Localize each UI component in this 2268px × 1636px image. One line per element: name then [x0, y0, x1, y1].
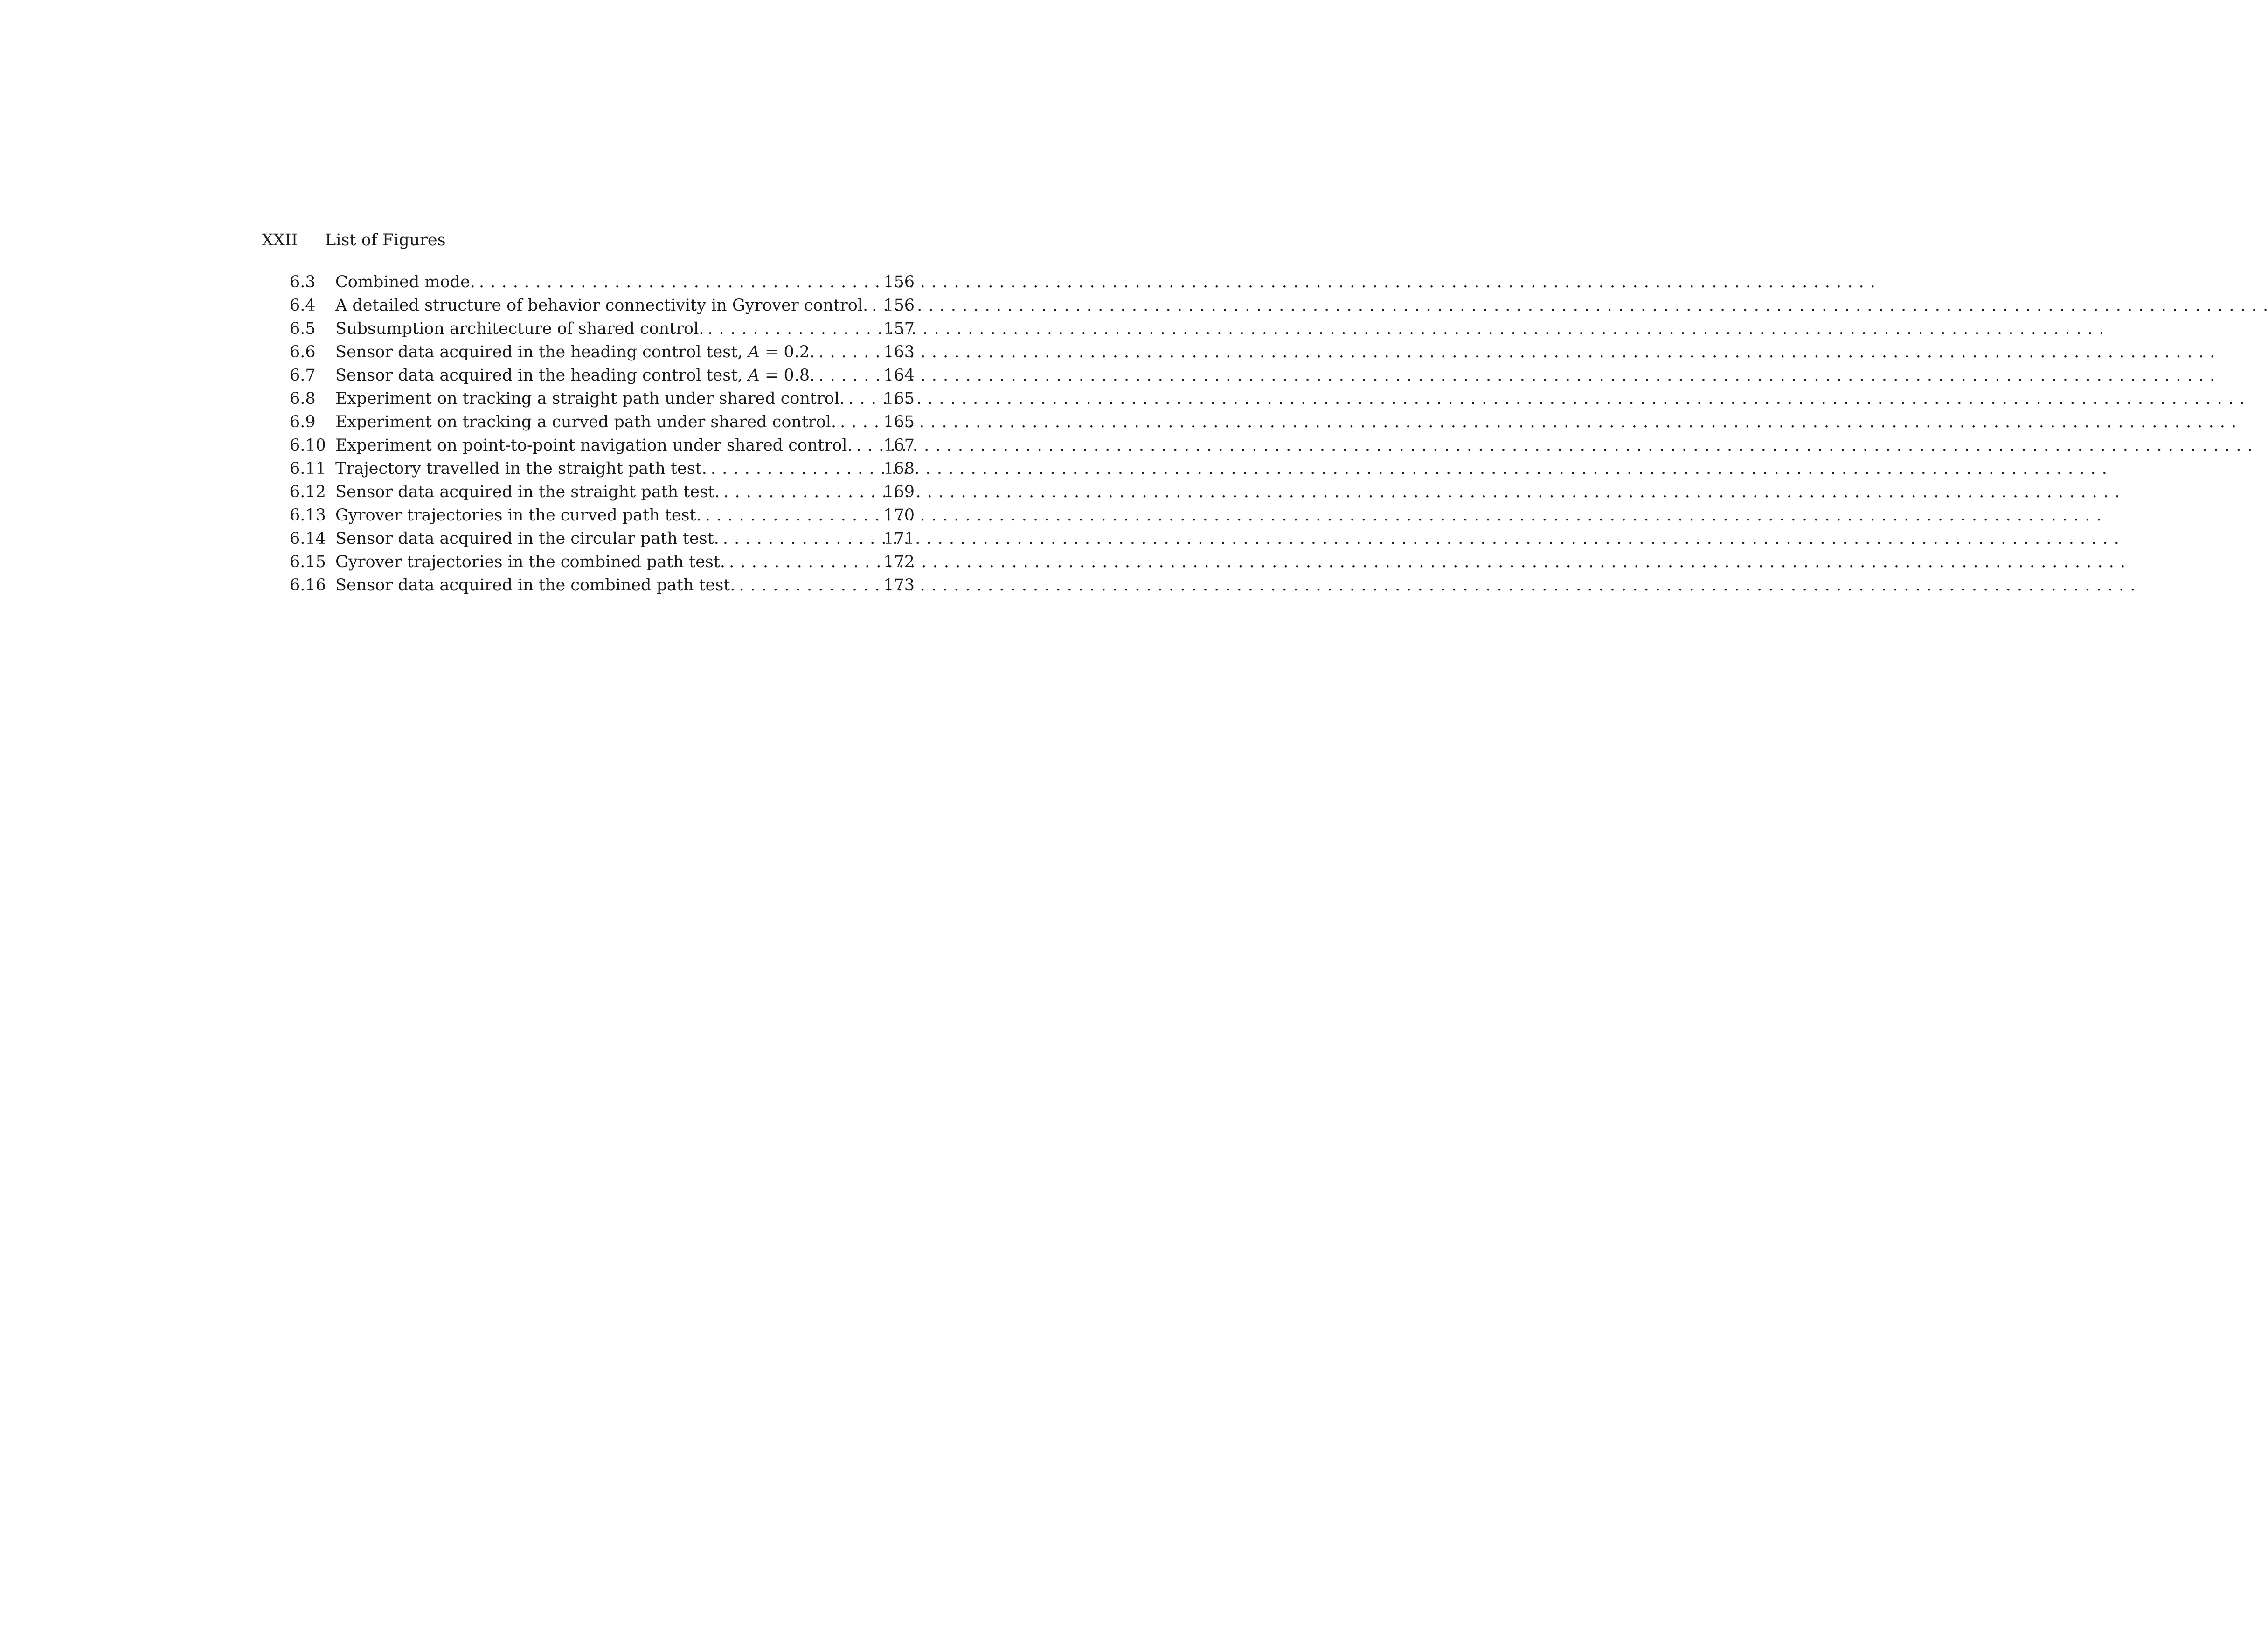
- dot-leader: [707, 457, 881, 480]
- dot-leader: [868, 294, 881, 317]
- page-number: 169: [883, 483, 915, 501]
- page-folio: XXII: [262, 231, 298, 250]
- math-variable: A: [748, 366, 760, 385]
- dot-leader: [815, 340, 881, 364]
- figure-number: 6.9: [290, 413, 316, 431]
- figure-entry[interactable]: [290, 294, 915, 317]
- figure-title: Subsumption architecture of shared control.: [335, 319, 704, 338]
- figure-entry[interactable]: [290, 387, 915, 410]
- figure-number: 6.5: [290, 319, 316, 338]
- list-of-figures: [290, 270, 915, 597]
- figure-number: 6.16: [290, 576, 326, 595]
- figure-entry[interactable]: [290, 480, 915, 504]
- figure-number: 6.3: [290, 273, 316, 291]
- figure-number: 6.11: [290, 459, 326, 478]
- figure-title: Gyrover trajectories in the curved path test.: [335, 506, 701, 525]
- figure-title: Gyrover trajectories in the combined path test.: [335, 553, 726, 571]
- figure-title: Sensor data acquired in the combined path test.: [335, 576, 735, 595]
- figure-entry[interactable]: [290, 574, 915, 597]
- figure-title: Experiment on tracking a straight path under shared control.: [335, 389, 845, 408]
- figure-number: 6.4: [290, 296, 316, 315]
- dot-leader: [845, 387, 881, 410]
- figure-entry[interactable]: [290, 317, 915, 340]
- figure-title: Trajectory travelled in the straight path test.: [335, 459, 707, 478]
- figure-number: 6.12: [290, 483, 326, 501]
- dot-leader: [475, 270, 881, 294]
- figure-title: Sensor data acquired in the circular path test.: [335, 529, 719, 548]
- figure-entry[interactable]: [290, 270, 915, 294]
- dot-leader: [735, 574, 882, 597]
- figure-number: 6.8: [290, 389, 316, 408]
- section-title: List of Figures: [325, 231, 446, 250]
- page-number: 165: [883, 413, 915, 431]
- dot-leader: [836, 410, 881, 434]
- figure-number: 6.10: [290, 436, 326, 455]
- page-number: 171: [883, 529, 915, 548]
- figure-number: 6.7: [290, 366, 316, 385]
- dot-leader: [853, 434, 882, 457]
- figure-title: Experiment on point-to-point navigation under shared control.: [335, 436, 853, 455]
- figure-title: Sensor data acquired in the heading control test, A = 0.2.: [335, 343, 815, 361]
- figure-entry[interactable]: [290, 410, 915, 434]
- figure-title: Experiment on tracking a curved path under shared control.: [335, 413, 837, 431]
- figure-number: 6.14: [290, 529, 326, 548]
- page-number: 156: [883, 273, 915, 291]
- page-number: 173: [883, 576, 915, 595]
- page-number: 163: [883, 343, 915, 361]
- figure-entry[interactable]: [290, 457, 915, 480]
- dot-leader: [701, 504, 881, 527]
- figure-entry[interactable]: [290, 434, 915, 457]
- page-number: 168: [883, 459, 915, 478]
- figure-number: 6.15: [290, 553, 326, 571]
- dot-leader: [719, 527, 881, 550]
- figure-entry[interactable]: [290, 340, 915, 364]
- figure-entry[interactable]: [290, 527, 915, 550]
- dot-leader: [815, 364, 881, 387]
- figure-number: 6.13: [290, 506, 326, 525]
- page-number: 165: [883, 389, 915, 408]
- figure-title: Sensor data acquired in the straight path test.: [335, 483, 720, 501]
- dot-leader: [725, 550, 881, 574]
- page-number: 164: [883, 366, 915, 385]
- dot-leader: [720, 480, 881, 504]
- figure-title: Sensor data acquired in the heading control test, A = 0.8.: [335, 366, 815, 385]
- figure-entry[interactable]: [290, 364, 915, 387]
- page-number: 156: [883, 296, 915, 315]
- dot-leader: [704, 317, 881, 340]
- page-number: 167: [883, 436, 915, 455]
- figure-entry[interactable]: [290, 550, 915, 574]
- figure-title: Combined mode.: [335, 273, 475, 291]
- figure-title: A detailed structure of behavior connectivity in Gyrover control.: [335, 296, 868, 315]
- running-head: [262, 229, 446, 252]
- page-number: 170: [883, 506, 915, 525]
- math-variable: A: [748, 343, 760, 361]
- page-number: 157: [883, 319, 915, 338]
- figure-number: 6.6: [290, 343, 316, 361]
- figure-entry[interactable]: [290, 504, 915, 527]
- page-number: 172: [883, 553, 915, 571]
